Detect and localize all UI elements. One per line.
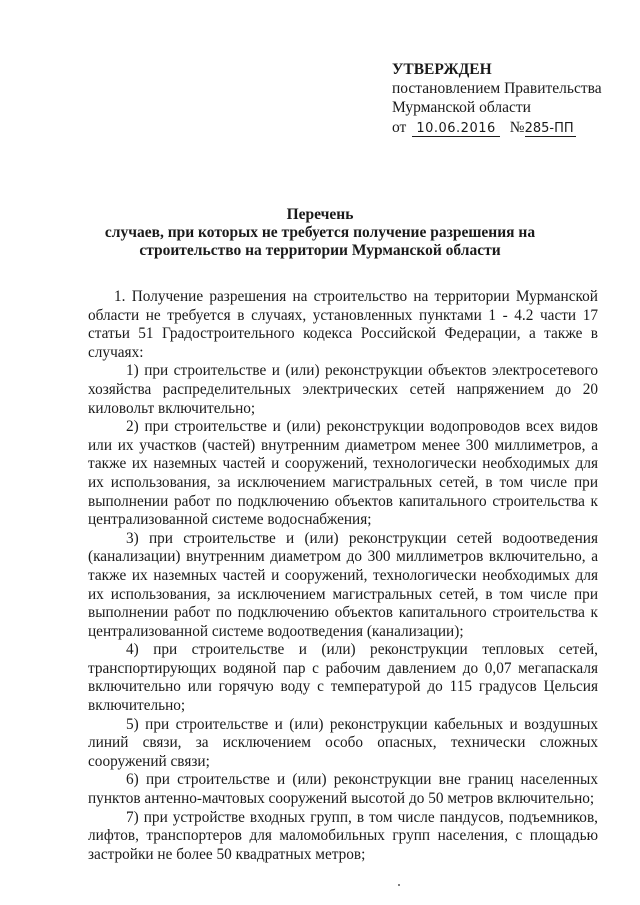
document-body <box>88 288 598 864</box>
list-item-1: 1) при строительстве и (или) реконструкции объектов электросетевого хозяйства распределительных электрических сетей напряжением до 20 киловольт включительно; <box>88 362 598 417</box>
list-item-5: 5) при строительстве и (или) реконструкции кабельных и воздушных линий связи, за исключением особо опасных, технически сложных сооружений связи; <box>88 715 598 770</box>
approval-date-line <box>392 118 622 137</box>
approval-heading: УТВЕРЖДЕН <box>392 61 492 78</box>
date-prefix: от <box>392 119 407 136</box>
number-sign: № <box>509 119 525 136</box>
scan-speck <box>398 884 400 886</box>
approval-line-1: постановлением Правительства <box>392 80 602 97</box>
document-title <box>60 206 580 260</box>
approval-block <box>392 60 622 137</box>
title-line-1: Перечень <box>286 206 354 223</box>
list-item-3: 3) при строительстве и (или) реконструкции сетей водоотведения (канализации) внутренним диаметром до 300 миллиметров включительно, а также их наземных частей и сооружений, технологически необходимых для их использования, за исключением магистральных сетей, в том числе при выполнении работ по подключению объектов капитального строительства к централизованной системе водоотведения (канализации); <box>88 529 598 640</box>
list-item-7: 7) при устройстве входных групп, в том числе пандусов, подъемников, лифтов, транспортеров для маломобильных групп населения, с площадью застройки не более 50 квадратных метров; <box>88 808 598 863</box>
paragraph-1: 1. Получение разрешения на строительство на территории Мурманской области не требуется в случаях, установленных пунктами 1 - 4.2 части 17 статьи 51 Градостроительного кодекса Российской Федерации, а также в случаях: <box>88 288 598 361</box>
title-line-2: случаев, при которых не требуется получение разрешения на <box>104 224 536 241</box>
list-item-2: 2) при строительстве и (или) реконструкции водопроводов всех видов или их участков (частей) внутренним диаметром менее 300 миллиметров, а также их наземных частей и сооружений, технологически необходимых для их использования, за исключением магистральных сетей, в том числе при выполнении работ по подключению объектов капитального строительства к централизованной системе водоснабжения; <box>88 418 598 529</box>
list-item-4: 4) при строительстве и (или) реконструкции тепловых сетей, транспортирующих водяной пар с рабочим давлением до 0,07 мегапаскаля включительно или горячую воду с температурой до 115 градусов Цельсия включительно; <box>88 641 598 715</box>
approval-number: 285-ПП <box>524 121 574 136</box>
approval-date: 10.06.2016 <box>412 121 499 137</box>
approval-line-2: Мурманской области <box>392 99 531 116</box>
list-item-6: 6) при строительстве и (или) реконструкции вне границ населенных пунктов антенно-мачтовых сооружений высотой до 50 метров включительно; <box>88 771 598 808</box>
title-line-3: строительство на территории Мурманской области <box>139 242 501 259</box>
